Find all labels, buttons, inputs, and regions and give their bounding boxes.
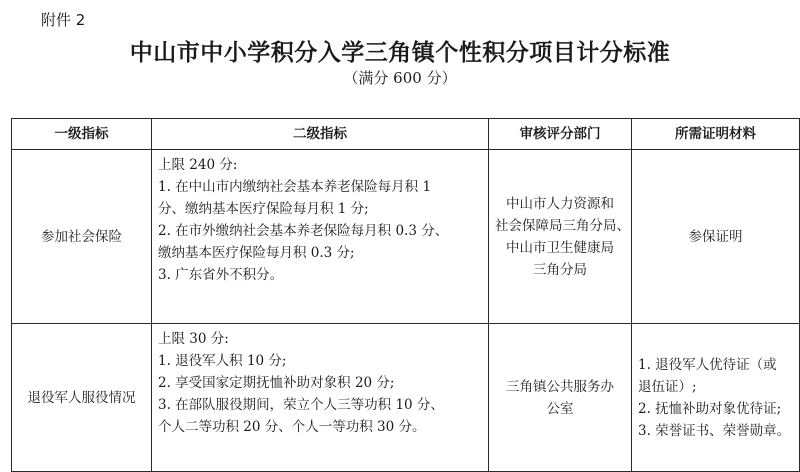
department-line: 中山市人力资源和 [506,195,614,212]
department-line: 公室 [546,400,574,417]
materials-line: 3. 荣誉证书、荣誉勋章。 [638,422,791,439]
table-row [12,150,800,324]
level2-line: 3. 广东省外不积分。 [158,267,284,283]
scoring-standard-table [11,118,800,472]
document-title: 中山市中小学积分入学三角镇个性积分项目计分标准 [129,40,671,66]
department-line: 三角分局 [533,261,587,278]
attachment-label: 附件 2 [41,11,86,29]
level2-line: 1. 在中山市内缴纳社会基本养老保险每月积 1 [158,179,432,195]
level2-line: 上限 240 分: [158,157,238,173]
level2-line: 个人二等功积 20 分、个人一等功积 30 分。 [158,419,426,435]
department-cell [489,150,632,324]
header-level2: 二级指标 [152,119,489,150]
department-line: 中山市卫生健康局 [506,239,614,256]
level2-line: 缴纳基本医疗保险每月积 0.3 分; [158,245,355,261]
level2-line: 上限 30 分: [158,331,229,347]
header-department: 审核评分部门 [489,119,632,150]
level2-line: 2. 在市外缴纳社会基本养老保险每月积 0.3 分、 [158,223,449,239]
document-subtitle: （满分 600 分） [343,69,457,87]
table-row [12,324,800,472]
level2-line: 分、缴纳基本医疗保险每月积 1 分; [158,201,369,217]
table-header-row [12,119,800,150]
materials-line: 参保证明 [688,228,743,245]
level1-cell: 退役军人服役情况 [12,324,152,472]
materials-cell [632,324,800,472]
level2-cell [152,150,489,324]
level2-line: 2. 享受国家定期抚恤补助对象积 20 分; [158,375,395,391]
level2-cell [152,324,489,472]
materials-line: 退伍证）; [638,378,697,395]
level2-line: 3. 在部队服役期间，荣立个人三等功积 10 分、 [158,397,444,413]
level1-cell: 参加社会保险 [12,150,152,324]
department-line: 三角镇公共服务办 [506,378,614,395]
department-cell [489,324,632,472]
materials-line: 1. 退役军人优待证（或 [638,356,777,373]
header-level1: 一级指标 [12,119,152,150]
materials-line: 2. 抚恤补助对象优待证; [638,400,782,417]
level2-line: 1. 退役军人积 10 分; [158,353,287,369]
materials-cell [632,150,800,324]
header-materials: 所需证明材料 [632,119,800,150]
department-line: 社会保障局三角分局、 [495,217,630,234]
